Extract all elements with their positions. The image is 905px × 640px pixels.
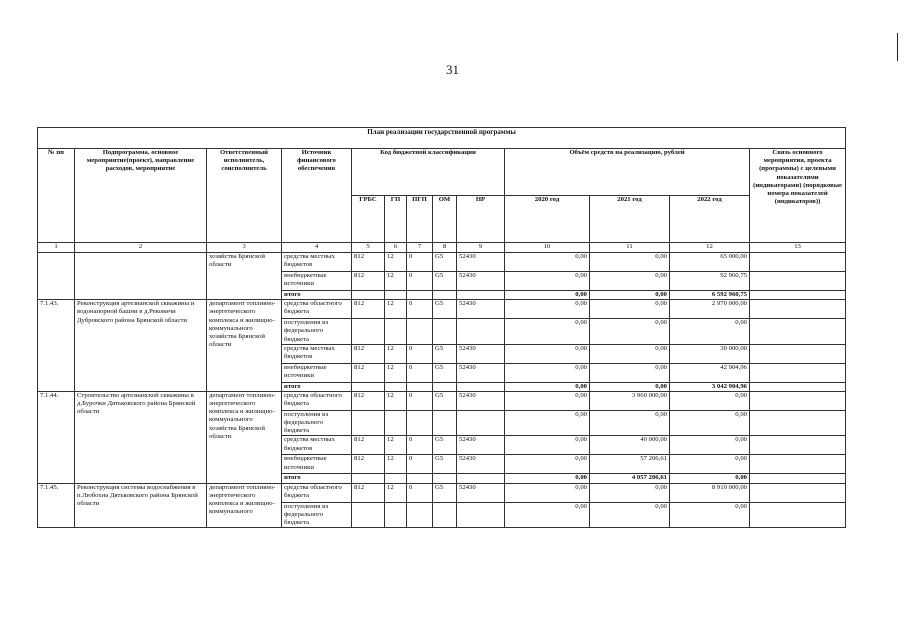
total-y2022: 3 042 904,96 xyxy=(670,382,750,391)
code-grbs: 812 xyxy=(352,272,385,291)
row-number xyxy=(38,253,75,300)
indicator-link xyxy=(750,300,846,319)
code-grbs xyxy=(352,319,385,345)
code-grbs: 812 xyxy=(352,483,385,502)
code-grbs: 812 xyxy=(352,344,385,363)
indicator-link xyxy=(750,455,846,474)
column-number: 5 xyxy=(352,243,385,253)
code-pgp: 0 xyxy=(407,253,433,272)
empty-code-cell xyxy=(407,474,433,483)
scan-edge-line xyxy=(897,33,898,61)
column-number: 13 xyxy=(750,243,846,253)
amount-y2020: 0,00 xyxy=(505,253,590,272)
amount-y2020: 0,00 xyxy=(505,344,590,363)
funding-source: средства областного бюджета xyxy=(282,483,352,502)
code-om xyxy=(433,502,457,528)
total-label: итого xyxy=(282,474,352,483)
measure-name: Реконструкция системы водоснабжения в п.Любохна Дятьковского района Брянской области xyxy=(75,483,207,528)
column-number: 11 xyxy=(590,243,670,253)
funding-source: средства областного бюджета xyxy=(282,391,352,410)
code-om: G5 xyxy=(433,272,457,291)
code-grbs xyxy=(352,410,385,436)
column-number: 12 xyxy=(670,243,750,253)
code-nr xyxy=(457,319,505,345)
total-y2020: 0,00 xyxy=(505,382,590,391)
indicator-link xyxy=(750,436,846,455)
column-number: 8 xyxy=(433,243,457,253)
total-label: итого xyxy=(282,382,352,391)
amount-y2022: 65 000,00 xyxy=(670,253,750,272)
amount-y2020: 0,00 xyxy=(505,483,590,502)
code-om: G5 xyxy=(433,483,457,502)
funding-source: средства областного бюджета xyxy=(282,300,352,319)
header-gp: ГП xyxy=(385,196,407,243)
funding-source: поступления из федерального бюджета xyxy=(282,410,352,436)
amount-y2020: 0,00 xyxy=(505,300,590,319)
table-row xyxy=(38,253,846,272)
column-number: 3 xyxy=(207,243,282,253)
amount-y2022: 30 000,00 xyxy=(670,344,750,363)
amount-y2021: 0,00 xyxy=(590,502,670,528)
funding-source: средства местных бюджетов xyxy=(282,344,352,363)
amount-y2022: 0,00 xyxy=(670,436,750,455)
code-nr xyxy=(457,502,505,528)
code-pgp xyxy=(407,410,433,436)
amount-y2022: 0,00 xyxy=(670,319,750,345)
empty-code-cell xyxy=(433,291,457,300)
row-number: 7.1.43. xyxy=(38,300,75,392)
empty-code-cell xyxy=(457,291,505,300)
empty-code-cell xyxy=(352,474,385,483)
funding-source: внебюджетные источники xyxy=(282,272,352,291)
header-link: Связь основного мероприятия, проекта (программы) с целевыми показателями (индикаторами) (порядковые номера показателей (индикаторов)) xyxy=(750,149,846,243)
measure-name: Строительство артезианской скважины в д.Бурочки Дятьковского района Брянской области xyxy=(75,391,207,483)
amount-y2021: 0,00 xyxy=(590,300,670,319)
funding-source: средства местных бюджетов xyxy=(282,253,352,272)
total-y2021: 0,00 xyxy=(590,291,670,300)
responsible-executor: хозяйства Брянской области xyxy=(207,253,282,300)
code-grbs: 812 xyxy=(352,436,385,455)
code-pgp: 0 xyxy=(407,483,433,502)
indicator-link xyxy=(750,253,846,272)
table-row xyxy=(38,483,846,502)
row-number: 7.1.44. xyxy=(38,391,75,483)
amount-y2020: 0,00 xyxy=(505,391,590,410)
code-nr: 52430 xyxy=(457,391,505,410)
code-pgp: 0 xyxy=(407,272,433,291)
amount-y2021: 0,00 xyxy=(590,483,670,502)
indicator-link xyxy=(750,344,846,363)
code-om: G5 xyxy=(433,253,457,272)
code-pgp: 0 xyxy=(407,344,433,363)
table-row xyxy=(38,391,846,410)
empty-code-cell xyxy=(407,291,433,300)
measure-name xyxy=(75,253,207,300)
code-pgp: 0 xyxy=(407,363,433,382)
code-gp xyxy=(385,502,407,528)
header-pgp: ПГП xyxy=(407,196,433,243)
funding-source: средства местных бюджетов xyxy=(282,436,352,455)
amount-y2021: 0,00 xyxy=(590,344,670,363)
code-gp: 12 xyxy=(385,483,407,502)
empty-code-cell xyxy=(433,382,457,391)
code-nr: 52430 xyxy=(457,483,505,502)
amount-y2022: 92 960,75 xyxy=(670,272,750,291)
code-gp xyxy=(385,410,407,436)
empty-code-cell xyxy=(433,474,457,483)
code-grbs: 812 xyxy=(352,455,385,474)
funding-source: поступления из федерального бюджета xyxy=(282,502,352,528)
code-om: G5 xyxy=(433,436,457,455)
code-nr: 52430 xyxy=(457,363,505,382)
responsible-executor: департамент топливно-энергетического комплекса и жилищно-коммунального xyxy=(207,483,282,528)
column-number: 7 xyxy=(407,243,433,253)
code-pgp: 0 xyxy=(407,436,433,455)
indicator-link xyxy=(750,502,846,528)
header-budget-code: Код бюджетной классификации xyxy=(352,149,505,196)
amount-y2020: 0,00 xyxy=(505,436,590,455)
total-y2022: 0,00 xyxy=(670,474,750,483)
header-num: № пп xyxy=(38,149,75,243)
amount-y2022: 0,00 xyxy=(670,391,750,410)
indicator-link xyxy=(750,483,846,502)
empty-code-cell xyxy=(407,382,433,391)
code-om xyxy=(433,319,457,345)
page-number: 31 xyxy=(446,62,459,77)
code-om: G5 xyxy=(433,344,457,363)
header-grbs: ГРБС xyxy=(352,196,385,243)
table-title: План реализации государственной программы xyxy=(38,128,846,149)
code-nr: 52430 xyxy=(457,272,505,291)
header-2020: 2020 год xyxy=(505,196,590,243)
empty-code-cell xyxy=(385,291,407,300)
empty-code-cell xyxy=(457,474,505,483)
funding-source: поступления из федерального бюджета xyxy=(282,319,352,345)
header-executor: Ответственный исполнитель, соисполнитель xyxy=(207,149,282,243)
amount-y2022: 0,00 xyxy=(670,410,750,436)
indicator-link xyxy=(750,474,846,483)
amount-y2022: 2 970 000,00 xyxy=(670,300,750,319)
measure-name: Реконструкция артезианской скважины и водонапорной башни в д.Рековичи Дубровского района Брянской области xyxy=(75,300,207,392)
table-row xyxy=(38,300,846,319)
amount-y2021: 40 000,00 xyxy=(590,436,670,455)
code-gp: 12 xyxy=(385,253,407,272)
header-2022: 2022 год xyxy=(670,196,750,243)
code-gp: 12 xyxy=(385,344,407,363)
indicator-link xyxy=(750,391,846,410)
code-pgp: 0 xyxy=(407,300,433,319)
amount-y2021: 3 960 000,00 xyxy=(590,391,670,410)
total-label: итого xyxy=(282,291,352,300)
amount-y2021: 0,00 xyxy=(590,253,670,272)
indicator-link xyxy=(750,363,846,382)
indicator-link xyxy=(750,382,846,391)
total-y2021: 0,00 xyxy=(590,382,670,391)
code-gp: 12 xyxy=(385,455,407,474)
column-number: 10 xyxy=(505,243,590,253)
funding-source: внебюджетные источники xyxy=(282,363,352,382)
indicator-link xyxy=(750,272,846,291)
amount-y2022: 0,00 xyxy=(670,502,750,528)
code-om xyxy=(433,410,457,436)
column-number: 9 xyxy=(457,243,505,253)
header-nr: НР xyxy=(457,196,505,243)
code-pgp: 0 xyxy=(407,455,433,474)
funding-source: внебюджетные источники xyxy=(282,455,352,474)
code-nr xyxy=(457,410,505,436)
code-nr: 52430 xyxy=(457,253,505,272)
code-gp: 12 xyxy=(385,272,407,291)
amount-y2022: 0,00 xyxy=(670,455,750,474)
empty-code-cell xyxy=(457,382,505,391)
total-y2020: 0,00 xyxy=(505,474,590,483)
column-number: 6 xyxy=(385,243,407,253)
amount-y2020: 0,00 xyxy=(505,319,590,345)
amount-y2020: 0,00 xyxy=(505,272,590,291)
amount-y2021: 0,00 xyxy=(590,319,670,345)
amount-y2021: 0,00 xyxy=(590,272,670,291)
code-grbs: 812 xyxy=(352,300,385,319)
code-om: G5 xyxy=(433,391,457,410)
code-grbs: 812 xyxy=(352,363,385,382)
total-y2020: 0,00 xyxy=(505,291,590,300)
header-name: Подпрограмма, основное мероприятие(проект), направление расходов, мероприятие xyxy=(75,149,207,243)
code-pgp: 0 xyxy=(407,391,433,410)
code-om: G5 xyxy=(433,455,457,474)
header-2021: 2021 год xyxy=(590,196,670,243)
empty-code-cell xyxy=(385,474,407,483)
header-volume: Объём средств на реализацию, рублей xyxy=(505,149,750,196)
amount-y2022: 42 904,96 xyxy=(670,363,750,382)
indicator-link xyxy=(750,291,846,300)
code-nr: 52430 xyxy=(457,455,505,474)
code-grbs: 812 xyxy=(352,253,385,272)
amount-y2020: 0,00 xyxy=(505,363,590,382)
amount-y2020: 0,00 xyxy=(505,455,590,474)
column-number: 4 xyxy=(282,243,352,253)
empty-code-cell xyxy=(352,382,385,391)
code-gp: 12 xyxy=(385,436,407,455)
code-om: G5 xyxy=(433,300,457,319)
amount-y2021: 57 206,61 xyxy=(590,455,670,474)
responsible-executor: департамент топливно-энергетического комплекса и жилищно-коммунального хозяйства Брянской области xyxy=(207,391,282,483)
amount-y2020: 0,00 xyxy=(505,502,590,528)
amount-y2021: 0,00 xyxy=(590,363,670,382)
code-pgp xyxy=(407,502,433,528)
column-number: 1 xyxy=(38,243,75,253)
code-grbs: 812 xyxy=(352,391,385,410)
implementation-plan-table xyxy=(37,127,846,528)
code-gp: 12 xyxy=(385,391,407,410)
indicator-link xyxy=(750,319,846,345)
amount-y2020: 0,00 xyxy=(505,410,590,436)
amount-y2022: 8 910 000,00 xyxy=(670,483,750,502)
code-nr: 52430 xyxy=(457,436,505,455)
column-number: 2 xyxy=(75,243,207,253)
total-y2021: 4 057 206,61 xyxy=(590,474,670,483)
indicator-link xyxy=(750,410,846,436)
code-om: G5 xyxy=(433,363,457,382)
amount-y2021: 0,00 xyxy=(590,410,670,436)
responsible-executor: департамент топливно-энергетического комплекса и жилищно-коммунального хозяйства Брянской области xyxy=(207,300,282,392)
code-nr: 52430 xyxy=(457,300,505,319)
column-number-row xyxy=(38,243,846,253)
total-y2022: 6 592 960,75 xyxy=(670,291,750,300)
header-source: Источник финансового обеспечения xyxy=(282,149,352,243)
code-gp xyxy=(385,319,407,345)
code-pgp xyxy=(407,319,433,345)
code-grbs xyxy=(352,502,385,528)
header-om: ОМ xyxy=(433,196,457,243)
code-gp: 12 xyxy=(385,363,407,382)
row-number: 7.1.45. xyxy=(38,483,75,528)
empty-code-cell xyxy=(385,382,407,391)
code-nr: 52430 xyxy=(457,344,505,363)
empty-code-cell xyxy=(352,291,385,300)
code-gp: 12 xyxy=(385,300,407,319)
